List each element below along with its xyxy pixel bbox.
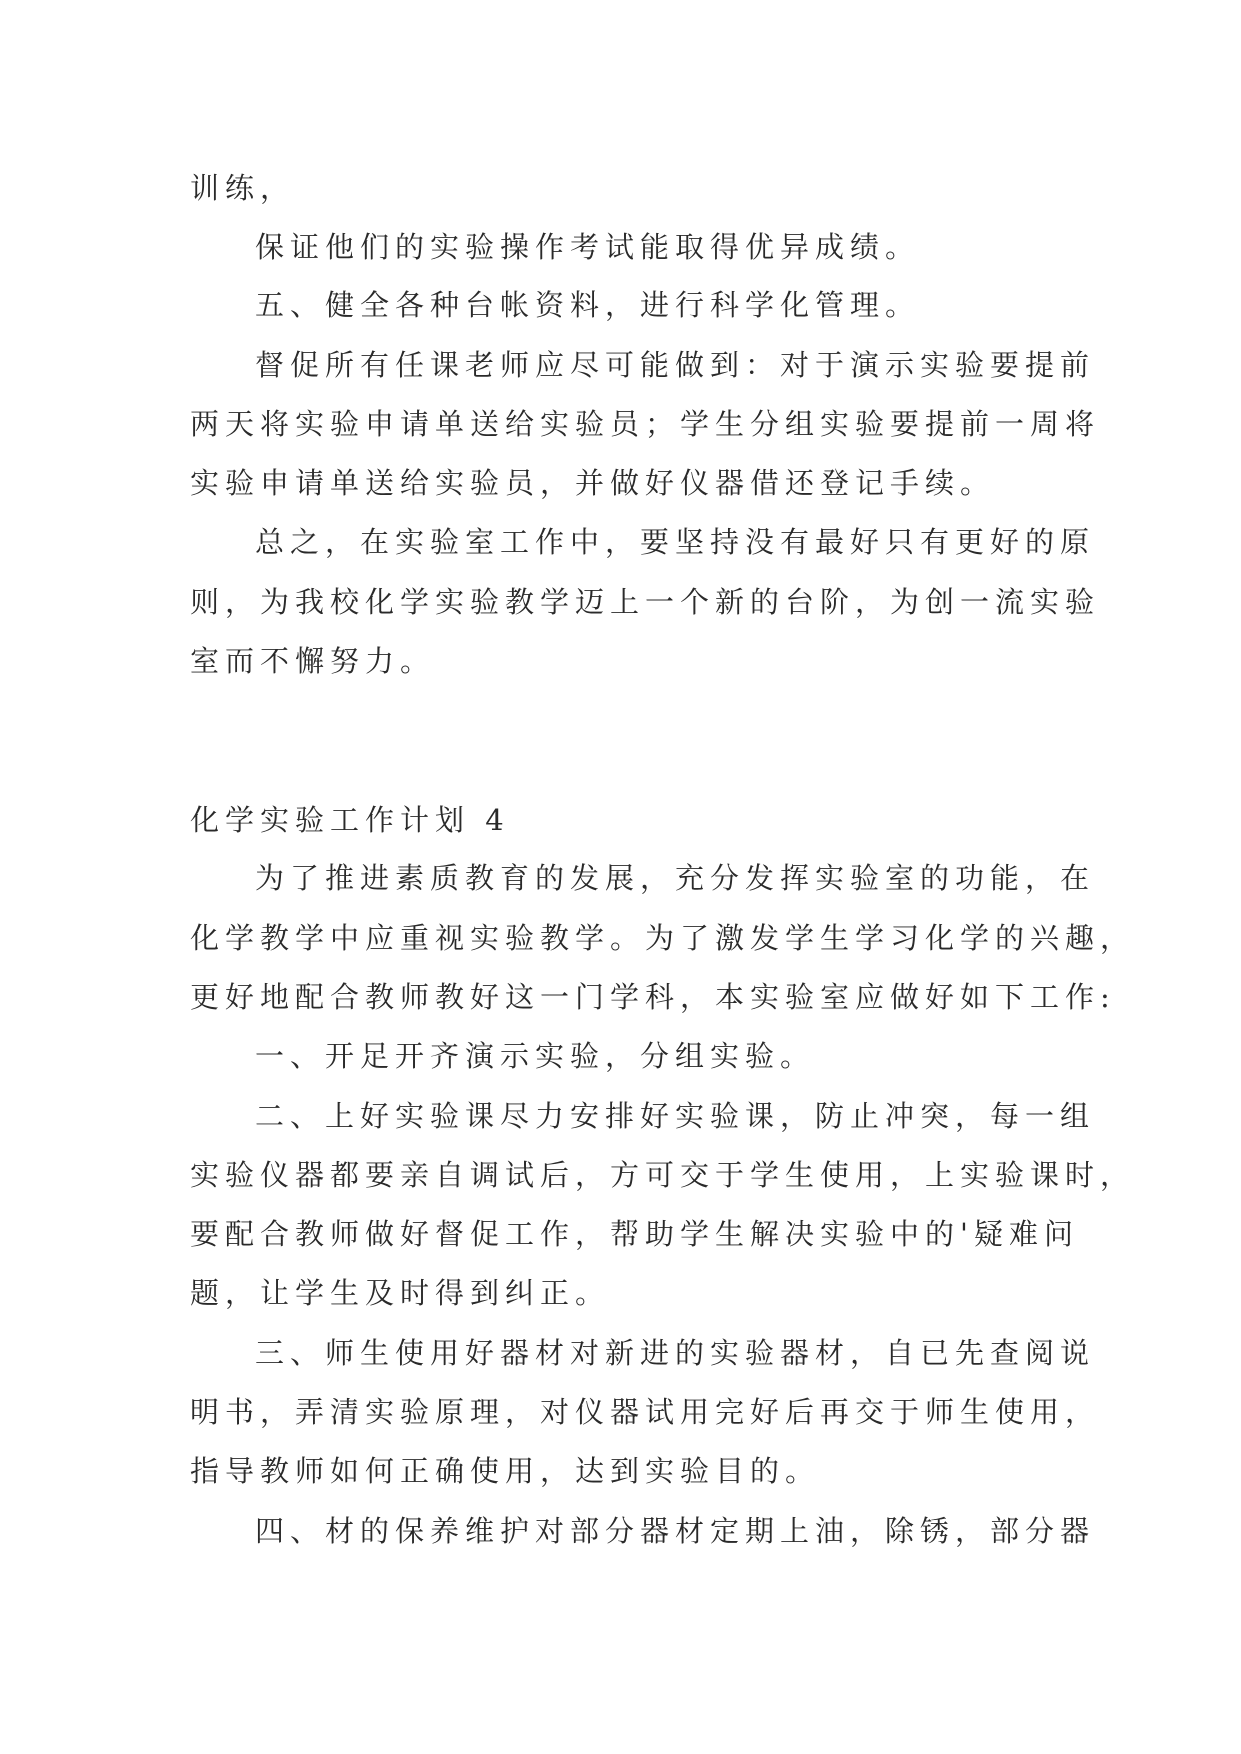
paragraph-line: 三、师生使用好器材对新进的实验器材，自已先查阅说 [255,1336,1096,1370]
paragraph-line: 两天将实验申请单送给实验员；学生分组实验要提前一周将 [190,407,1101,441]
paragraph-line: 室而不懈努力。 [190,644,436,678]
paragraph-line: 一、开足开齐演示实验，分组实验。 [255,1039,816,1073]
paragraph-line: 题，让学生及时得到纠正。 [190,1276,611,1310]
paragraph-line: 则，为我校化学实验教学迈上一个新的台阶，为创一流实验 [190,585,1101,619]
paragraph-line: 实验仪器都要亲自调试后，方可交于学生使用，上实验课时， [190,1158,1136,1192]
paragraph-line: 总之，在实验室工作中，要坚持没有最好只有更好的原 [255,525,1096,559]
section-heading: 化学实验工作计划 4 [190,803,510,837]
paragraph-line: 实验申请单送给实验员，并做好仪器借还登记手续。 [190,466,996,500]
paragraph-line: 为了推进素质教育的发展，充分发挥实验室的功能，在 [255,861,1096,895]
paragraph-line: 二、上好实验课尽力安排好实验课，防止冲突，每一组 [255,1099,1096,1133]
paragraph-line: 指导教师如何正确使用，达到实验目的。 [190,1454,821,1488]
paragraph-line: 更好地配合教师教好这一门学科，本实验室应做好如下工作: [190,980,1116,1014]
paragraph-line: 保证他们的实验操作考试能取得优异成绩。 [255,230,921,264]
paragraph-line: 四、材的保养维护对部分器材定期上油，除锈，部分器 [255,1514,1096,1548]
paragraph-line: 明书，弄清实验原理，对仪器试用完好后再交于师生使用， [190,1395,1101,1429]
paragraph-line: 要配合教师做好督促工作，帮助学生解决实验中的'疑难问 [190,1217,1079,1251]
paragraph-line: 化学教学中应重视实验教学。为了激发学生学习化学的兴趣， [190,921,1136,955]
paragraph-line: 督促所有任课老师应尽可能做到：对于演示实验要提前 [255,348,1096,382]
paragraph-line: 五、健全各种台帐资料，进行科学化管理。 [255,288,921,322]
paragraph-line: 训练， [190,171,296,205]
